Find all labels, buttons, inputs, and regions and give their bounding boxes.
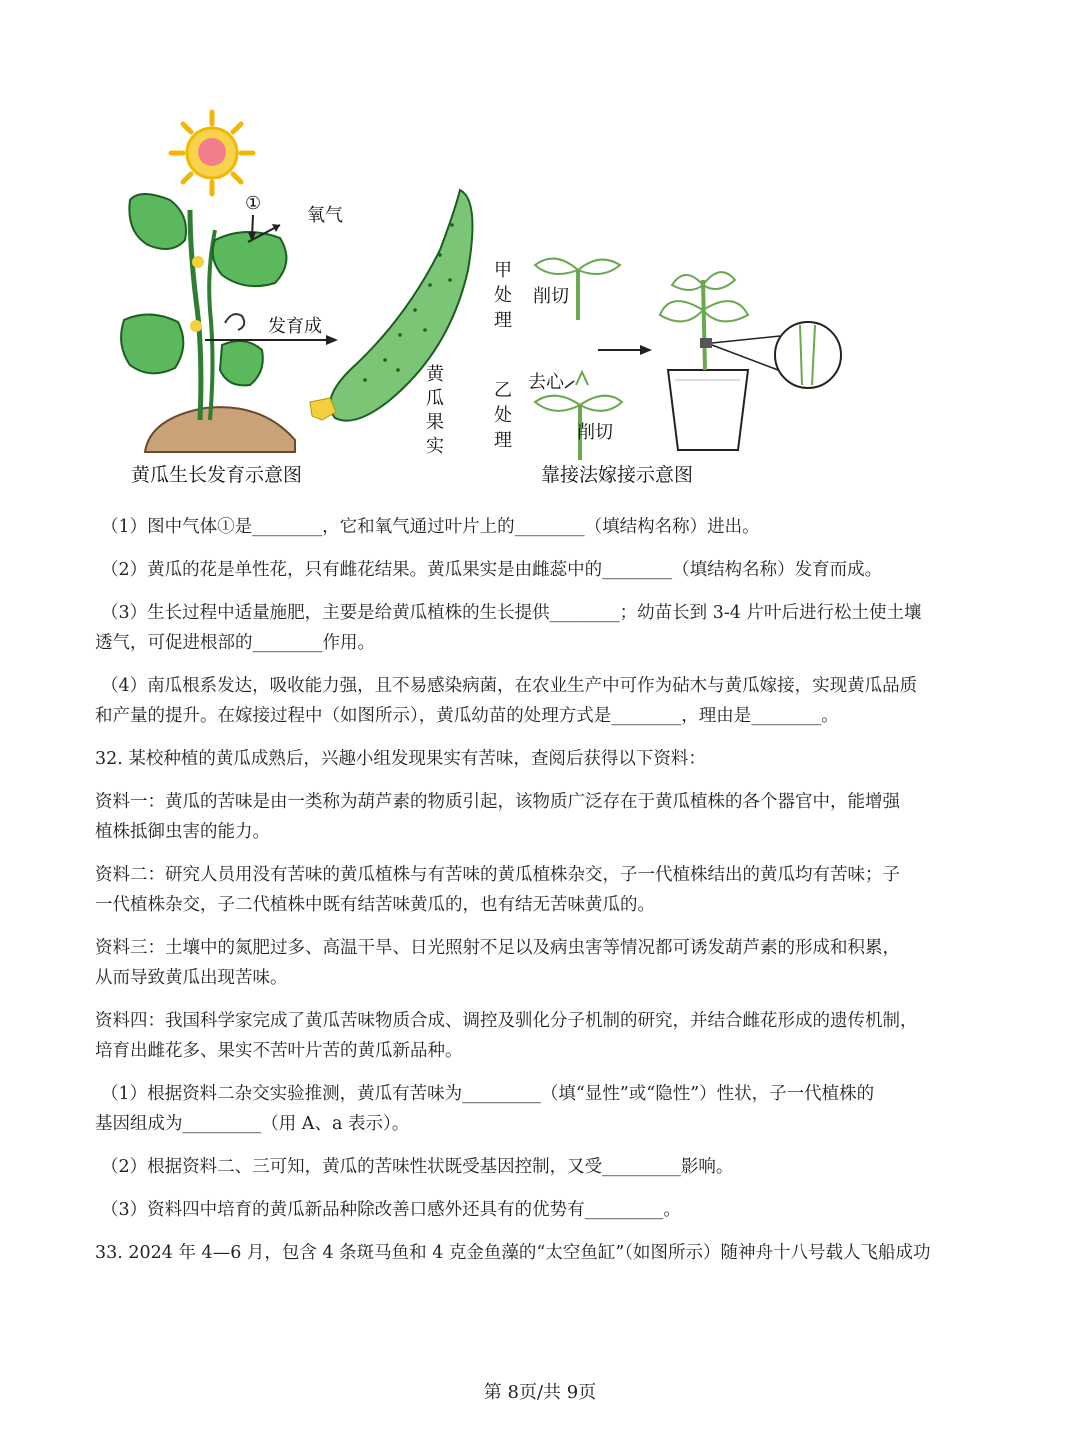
label-yi-char-3: 理 — [494, 430, 512, 451]
text-line: 资料四：我国科学家完成了黄瓜苦味物质合成、调控及驯化分子机制的研究，并结合雌花形成的遗传机制， — [95, 1011, 918, 1031]
label-fruit-char-2: 瓜 — [426, 388, 444, 409]
label-jia-char-2: 处 — [494, 285, 512, 306]
text-line: 培育出雌花多、果实不苦叶片苦的黄瓜新品种。 — [95, 1041, 463, 1061]
text-line: （4）南瓜根系发达，吸收能力强，且不易感染病菌，在农业生产中可作为砧木与黄瓜嫁接，实现黄瓜品质 — [101, 676, 918, 696]
label-fruit-char-3: 果 — [426, 412, 444, 433]
label-fruit-char-1: 黄 — [426, 364, 444, 385]
label-cut-2: 削切 — [577, 422, 613, 443]
page-footer: 第 8页/共 9页 — [483, 1382, 597, 1403]
text-line: 资料二：研究人员用没有苦味的黄瓜植株与有苦味的黄瓜植株杂交，子一代植株结出的黄瓜均有苦味；子 — [95, 865, 900, 885]
text-line: （2）根据资料二、三可知，黄瓜的苦味性状既受基因控制，又受_________影响。 — [101, 1157, 734, 1177]
caption-left: 黄瓜生长发育示意图 — [131, 464, 303, 486]
text-line: 基因组成为_________（用 A、a 表示）。 — [95, 1114, 410, 1134]
label-yi-char-1: 乙 — [494, 380, 512, 401]
label-develop: 发育成 — [268, 316, 322, 337]
text-line: 从而导致黄瓜出现苦味。 — [95, 968, 288, 988]
label-decore: 去心 — [528, 372, 564, 393]
label-fruit-char-4: 实 — [426, 436, 444, 457]
question-text-block — [95, 512, 995, 1281]
text-line: （1）根据资料二杂交实验推测，黄瓜有苦味为_________（填“显性”或“隐性”）性状，子一代植株的 — [101, 1084, 875, 1104]
label-yi-char-2: 处 — [494, 405, 512, 426]
text-line: （3）生长过程中适量施肥，主要是给黄瓜植株的生长提供________；幼苗长到 3-4 片叶后进行松土使土壤 — [101, 603, 922, 623]
text-line: 和产量的提升。在嫁接过程中（如图所示），黄瓜幼苗的处理方式是________，理由是________。 — [95, 706, 839, 726]
text-line: 资料一：黄瓜的苦味是由一类称为葫芦素的物质引起，该物质广泛存在于黄瓜植株的各个器官中，能增强 — [95, 792, 900, 812]
text-line: 透气，可促进根部的________作用。 — [95, 633, 375, 653]
label-oxygen: 氧气 — [307, 205, 343, 226]
text-line: （2）黄瓜的花是单性花，只有雌花结果。黄瓜果实是由雌蕊中的________（填结构名称）发育而成。 — [101, 560, 883, 580]
label-jia-char-3: 理 — [494, 310, 512, 331]
label-cut-1: 削切 — [533, 286, 569, 307]
text-line: （1）图中气体①是________，它和氧气通过叶片上的________（填结构名称）进出。 — [101, 517, 760, 537]
text-line: 植株抵御虫害的能力。 — [95, 822, 270, 842]
label-jia-char-1: 甲 — [494, 260, 512, 281]
text-line: （3）资料四中培育的黄瓜新品种除改善口感外还具有的优势有_________。 — [101, 1200, 681, 1220]
sun-icon — [171, 112, 253, 194]
figure-illustration — [0, 0, 1080, 505]
question-32-stem: 32. 某校种植的黄瓜成熟后，兴趣小组发现果实有苦味，查阅后获得以下资料： — [95, 749, 706, 769]
text-line: 一代植株杂交，子二代植株中既有结苦味黄瓜的，也有结无苦味黄瓜的。 — [95, 895, 655, 915]
question-33-stem: 33. 2024 年 4—6 月，包含 4 条斑马鱼和 4 克金鱼藻的“太空鱼缸”（如图所示）随神舟十八号载人飞船成功 — [95, 1243, 931, 1263]
caption-right: 靠接法嫁接示意图 — [541, 464, 694, 486]
text-line: 资料三：土壤中的氮肥过多、高温干旱、日光照射不足以及病虫害等情况都可诱发葫芦素的形成和积累， — [95, 938, 900, 958]
label-gas-1: ① — [245, 193, 262, 214]
